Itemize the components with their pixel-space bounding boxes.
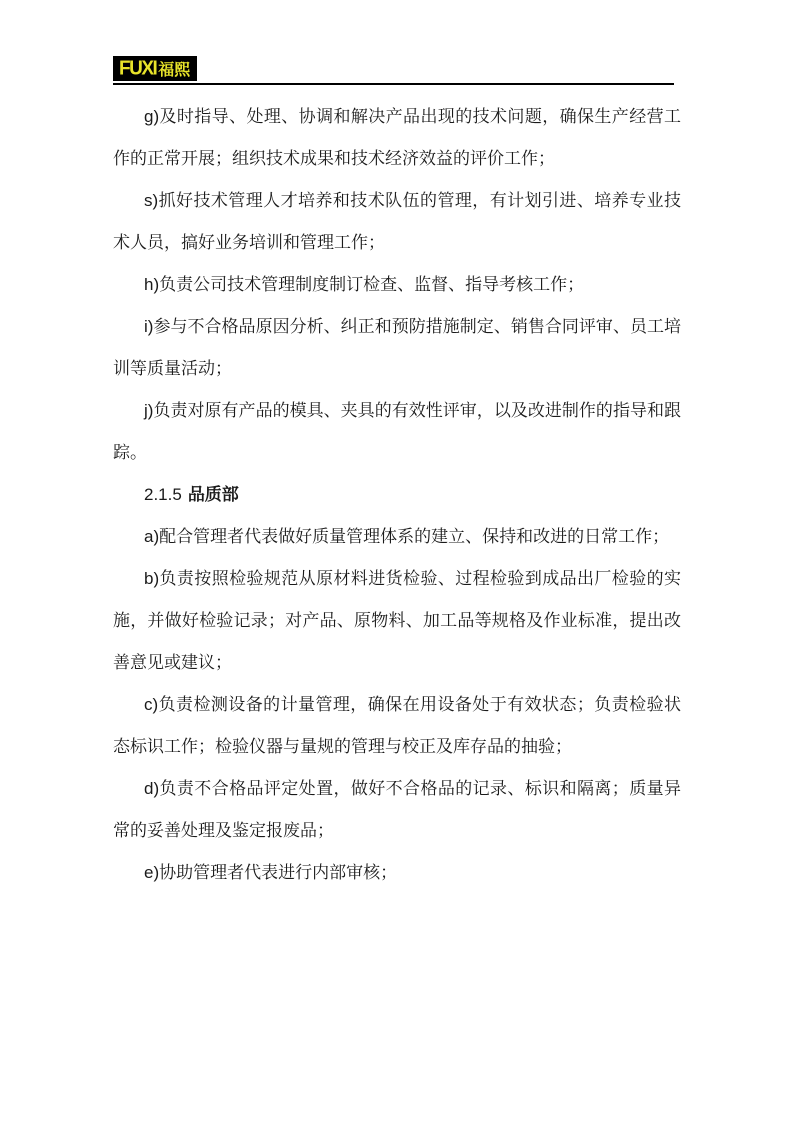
item-marker: j) xyxy=(144,401,154,420)
logo-cjk-text: 福熙 xyxy=(158,62,191,79)
heading-title: 品质部 xyxy=(187,485,239,504)
fuxi-logo xyxy=(113,56,197,81)
item-text: 及时指导、处理、协调和解决产品出现的技术问题，确保生产经营工作的正常开展；组织技术成果和技术经济效益的评价工作； xyxy=(113,107,681,168)
item-text: 负责公司技术管理制度制订检查、监督、指导考核工作； xyxy=(159,275,585,294)
paragraph-item-c xyxy=(113,684,681,768)
page-header xyxy=(113,56,674,85)
section-heading-2-1-5 xyxy=(113,474,681,516)
logo-latin-text: FUXI xyxy=(119,56,157,79)
paragraph-item-s xyxy=(113,180,681,264)
header-divider xyxy=(113,83,674,85)
item-text: 参与不合格品原因分析、纠正和预防措施制定、销售合同评审、员工培训等质量活动； xyxy=(113,317,681,378)
paragraph-item-j xyxy=(113,390,681,474)
item-text: 负责不合格品评定处置，做好不合格品的记录、标识和隔离；质量异常的妥善处理及鉴定报废品； xyxy=(113,779,681,840)
item-text: 负责检测设备的计量管理，确保在用设备处于有效状态；负责检验状态标识工作；检验仪器与量规的管理与校正及库存品的抽验； xyxy=(113,695,681,756)
item-marker: d) xyxy=(144,779,160,798)
paragraph-item-g xyxy=(113,96,681,180)
item-marker: h) xyxy=(144,275,160,294)
heading-number: 2.1.5 xyxy=(144,485,182,504)
paragraph-item-h xyxy=(113,264,681,306)
item-marker: g) xyxy=(144,107,160,126)
item-marker: e) xyxy=(144,863,160,882)
item-marker: c) xyxy=(144,695,159,714)
paragraph-item-a xyxy=(113,516,681,558)
document-body xyxy=(113,96,681,894)
item-text: 负责对原有产品的模具、夹具的有效性评审，以及改进制作的指导和跟踪。 xyxy=(113,401,681,462)
paragraph-item-e xyxy=(113,852,681,894)
item-text: 配合管理者代表做好质量管理体系的建立、保持和改进的日常工作； xyxy=(159,527,670,546)
item-text: 抓好技术管理人才培养和技术队伍的管理，有计划引进、培养专业技术人员，搞好业务培训和管理工作； xyxy=(113,191,681,252)
item-text: 协助管理者代表进行内部审核； xyxy=(159,863,398,882)
item-marker: a) xyxy=(144,527,160,546)
item-marker: s) xyxy=(144,191,159,210)
paragraph-item-b xyxy=(113,558,681,684)
paragraph-item-i xyxy=(113,306,681,390)
item-text: 负责按照检验规范从原材料进货检验、过程检验到成品出厂检验的实施，并做好检验记录；对产品、原物料、加工品等规格及作业标准，提出改善意见或建议； xyxy=(113,569,681,672)
paragraph-item-d xyxy=(113,768,681,852)
item-marker: b) xyxy=(144,569,160,588)
item-marker: i) xyxy=(144,317,154,336)
